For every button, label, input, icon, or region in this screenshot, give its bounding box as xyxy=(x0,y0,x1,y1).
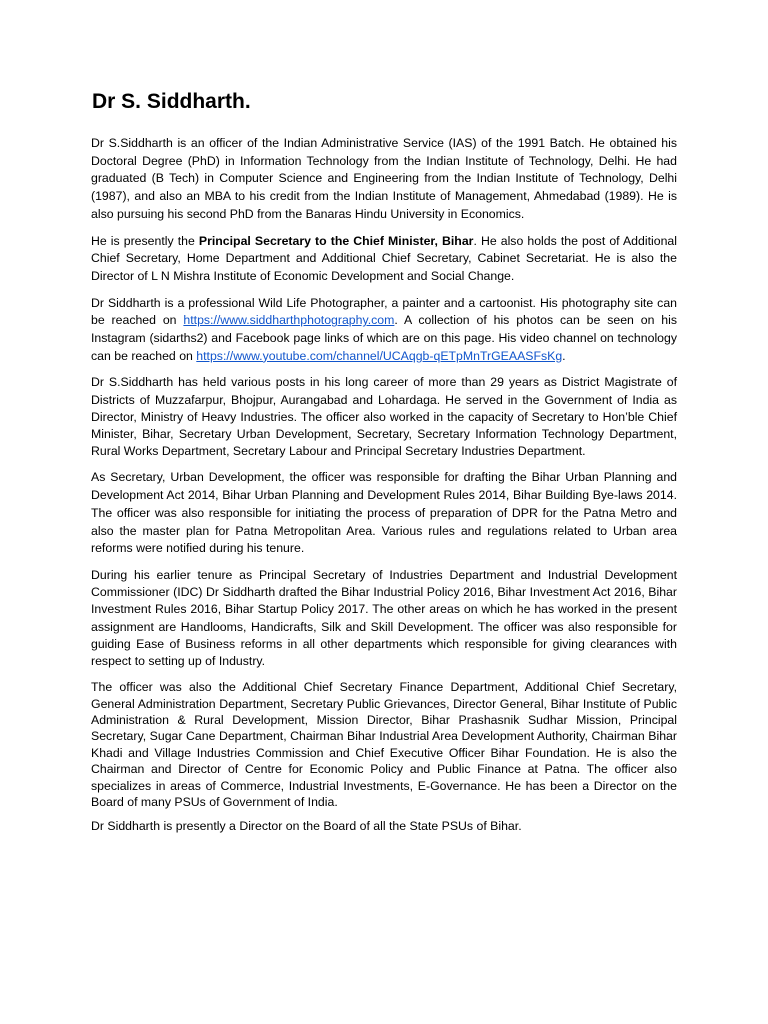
paragraph-text: Dr Siddharth is a professional Wild Life Photographer, a painter and a cartoonist. His photography site can be reached on xyxy=(91,295,677,328)
paragraph-photography xyxy=(91,295,677,366)
page-title: Dr S. Siddharth. xyxy=(92,90,251,113)
paragraph-current-post xyxy=(91,233,677,286)
paragraph-text: . He also holds the post of Additional Chief Secretary, Home Department and Additional Chief Secretary, Cabinet Secretariat. He is also the Director of L N Mishra Institute of Economic Development and Social Change. xyxy=(91,233,677,283)
current-post-title: Principal Secretary to the Chief Minister, Bihar xyxy=(198,233,474,248)
paragraph-text: . A collection of his photos can be seen on his Instagram (sidarths2) and Facebook page links of which are on this page. His video channel on technology can be reached on xyxy=(91,313,677,363)
paragraph-text: He is presently the xyxy=(91,233,199,248)
paragraph-text: . xyxy=(562,348,566,363)
paragraph-board: Dr Siddharth is presently a Director on the Board of all the State PSUs of Bihar. xyxy=(91,819,522,834)
document-body xyxy=(91,135,677,845)
youtube-channel-link[interactable]: https://www.youtube.com/channel/UCAqgb-qETpMnTrGEAASFsKg xyxy=(196,348,563,363)
paragraph-industries: During his earlier tenure as Principal Secretary of Industries Department and Industrial Development Commissioner (IDC) Dr Siddharth drafted the Bihar Industrial Policy 2016, Bihar Investment Act 2016, Bihar Investment Rules 2016, Bihar Startup Policy 2017. The other areas on which he has worked in the present assignment are Handlooms, Handicrafts, Silk and Skill Development. The officer was also responsible for guiding Ease of Business reforms in all other departments which responsible for giving clearances with respect to setting up of Industry. xyxy=(91,567,677,668)
photography-site-link[interactable]: https://www.siddharthphotography.com xyxy=(183,313,395,328)
paragraph-urban-development: As Secretary, Urban Development, the officer was responsible for drafting the Bihar Urban Planning and Development Act 2014, Bihar Urban Planning and Development Rules 2014, Bihar Building Bye-laws 2014. The officer was also responsible for initiating the process of preparation of DPR for the Patna Metro and also the master plan for Patna Metropolitan Area. Various rules and regulations related to Urban area reforms were notified during his tenure. xyxy=(91,470,677,556)
paragraph-education: Dr S.Siddharth is an officer of the Indian Administrative Service (IAS) of the 1991 Batch. He obtained his Doctoral Degree (PhD) in Information Technology from the Indian Institute of Technology, Delhi. He had graduated (B Tech) in Computer Science and Engineering from the Indian Institute of Technology, Delhi (1987), and also an MBA to his credit from the Indian Institute of Management, Ahmedabad (1989). He is also pursuing his second PhD from the Banaras Hindu University in Economics. xyxy=(91,136,677,221)
paragraph-career: Dr S.Siddharth has held various posts in his long career of more than 29 years as District Magistrate of Districts of Muzzafarpur, Bhojpur, Aurangabad and Lohardaga. He served in the Government of India as Director, Ministry of Heavy Industries. The officer also worked in the capacity of Secretary to Hon’ble Chief Minister, Bihar, Secretary Urban Development, Secretary, Secretary Information Technology Department, Rural Works Department, Secretary Labour and Principal Secretary Industries Department. xyxy=(91,375,677,459)
paragraph-additional-roles: The officer was also the Additional Chief Secretary Finance Department, Additional Chief Secretary, General Administration Department, Secretary Public Grievances, Director General, Bihar Institute of Public Administration & Rural Development, Mission Director, Bihar Prashasnik Sudhar Mission, Principal Secretary, Sugar Cane Department, Chairman Bihar Industrial Area Development Authority, Chairman Bihar Khadi and Village Industries Commission and Chief Executive Officer Bihar Foundation. He is also the Chairman and Director of Centre for Economic Policy and Public Finance at Patna. The officer also specializes in areas of Commerce, Industrial Investments, E-Governance. He has been a Director on the Board of many PSUs of Government of India. xyxy=(91,680,677,810)
